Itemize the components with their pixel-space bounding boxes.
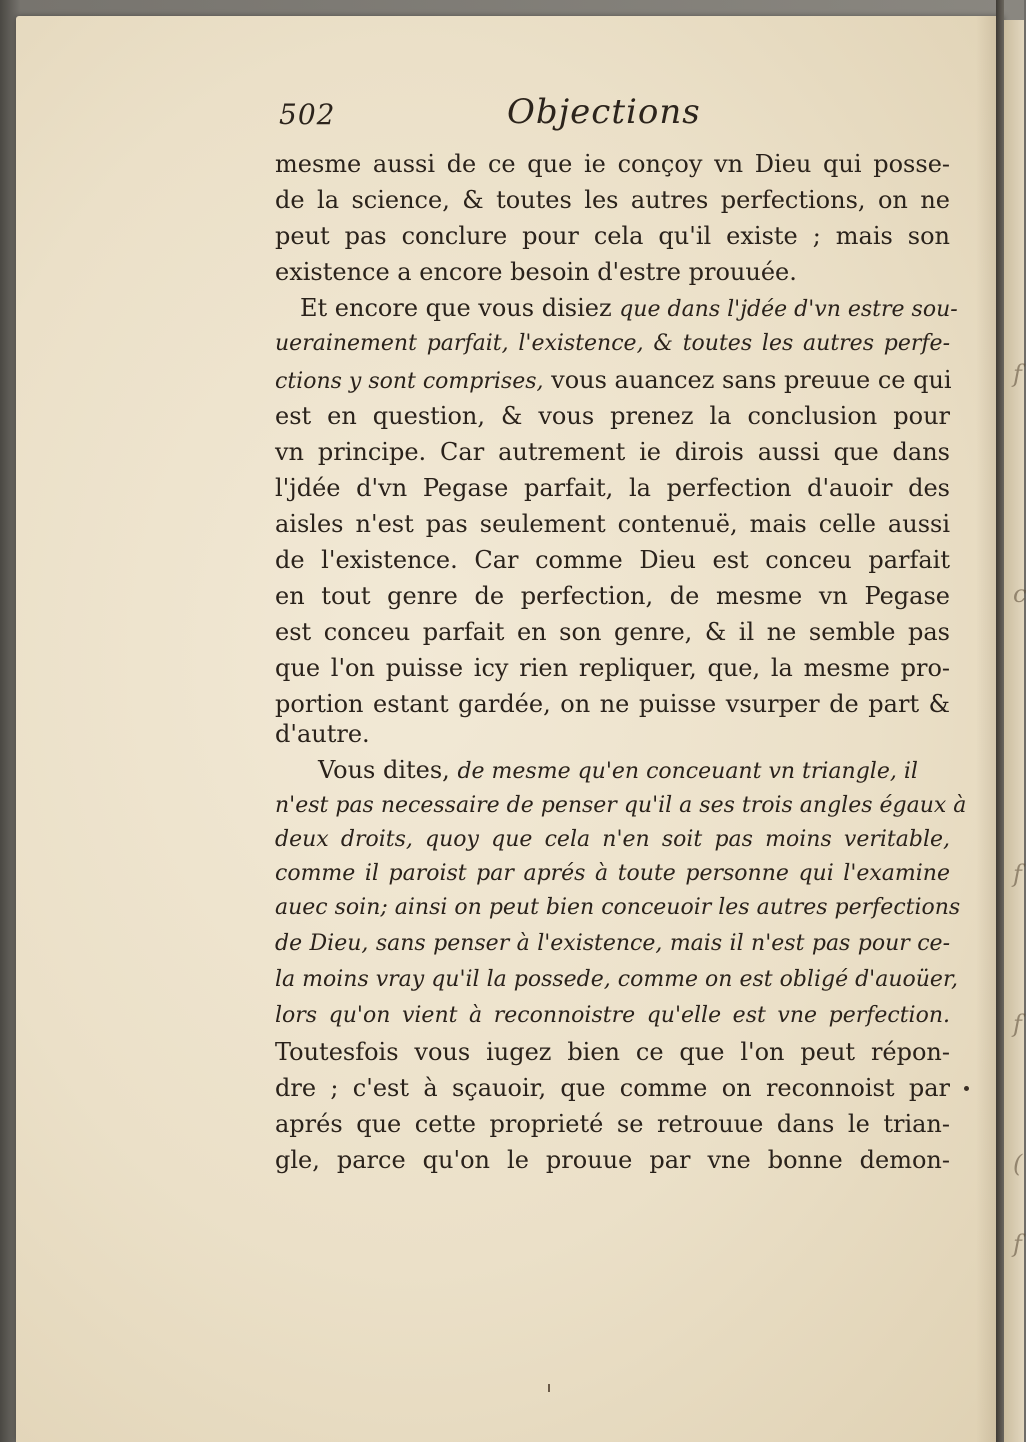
italic-quotation-line: comme il paroist par aprés à toute personne qui l'examine [275,861,950,886]
text-line: aisles n'est pas seulement contenuë, mais celle aussi [275,510,950,538]
italic-quotation-line: lors qu'on vient à reconnoistre qu'elle est vne perfection. [275,1003,950,1028]
roman-run: vous auancez sans preuue ce qui [543,366,952,394]
text-line: que l'on puisse icy rien repliquer, que, la mesme pro- [275,654,950,682]
text-line: peut pas conclure pour cela qu'il existe ; mais son [275,222,950,250]
facing-page-glyph: f [1013,860,1022,888]
text-line: de la science, & toutes les autres perfections, on ne [275,186,950,214]
italic-quotation-line: la moins vray qu'il la possede, comme on est obligé d'auoüer, [275,967,959,992]
text-line [300,290,958,326]
facing-page-edge [1004,20,1024,1442]
text-line: dre ; c'est à sçauoir, que comme on reconnoist par [275,1074,950,1102]
facing-page-glyph: c [1013,580,1026,608]
italic-quotation-line: n'est pas necessaire de penser qu'il a ses trois angles égaux à [275,793,967,818]
text-line: est en question, & vous prenez la conclusion pour [275,402,950,430]
text-line: de l'existence. Car comme Dieu est conceu parfait [275,546,950,574]
book-gutter [996,0,1004,1442]
italic-quotation: que dans l'jdée d'vn estre sou- [619,297,958,322]
italic-quotation: ctions y sont comprises, [275,369,544,394]
italic-quotation-line: de Dieu, sans penser à l'existence, mais il n'est pas pour ce- [275,931,950,956]
text-line: est conceu parfait en son genre, & il ne semble pas [275,618,950,646]
italic-quotation-line: deux droits, quoy que cela n'en soit pas moins veritable, [275,827,950,852]
facing-page-glyph: f [1013,1230,1022,1258]
roman-run: Et encore que vous disiez [300,294,620,322]
text-line [318,752,950,788]
text-line: portion estant gardée, on ne puisse vsurper de part & [275,690,950,718]
text-line: mesme aussi de ce que ie conçoy vn Dieu qui posse- [275,150,950,178]
text-line: vn principe. Car autrement ie dirois aussi que dans [275,438,950,466]
running-head [275,92,701,140]
italic-quotation-line: uerainement parfait, l'existence, & toutes les autres perfe- [275,331,950,356]
roman-run: Vous dites, [318,756,458,784]
text-line: aprés que cette proprieté se retrouue dans le trian- [275,1110,950,1138]
running-title: Objections [507,92,701,132]
facing-page-glyph: ( [1013,1150,1023,1178]
text-line: gle, parce qu'on le prouue par vne bonne demon- [275,1146,950,1174]
text-line: l'jdée d'vn Pegase parfait, la perfection d'auoir des [275,474,950,502]
facing-page-glyph: f [1013,360,1022,388]
paper-speck [548,1384,550,1392]
text-line: d'autre. [275,720,370,748]
page-number: 502 [279,98,336,131]
ink-mark [964,1086,969,1091]
text-line: Toutesfois vous iugez bien ce que l'on peut répon- [275,1038,950,1066]
italic-quotation: de mesme qu'en conceuant vn triangle, il [457,759,918,784]
facing-page-glyph: f [1013,1010,1022,1038]
text-line [275,362,950,398]
text-line: existence a encore besoin d'estre prouuée. [275,258,797,286]
text-line: en tout genre de perfection, de mesme vn Pegase [275,582,950,610]
italic-quotation-line: auec soin; ainsi on peut bien conceuoir les autres perfections [275,895,961,920]
